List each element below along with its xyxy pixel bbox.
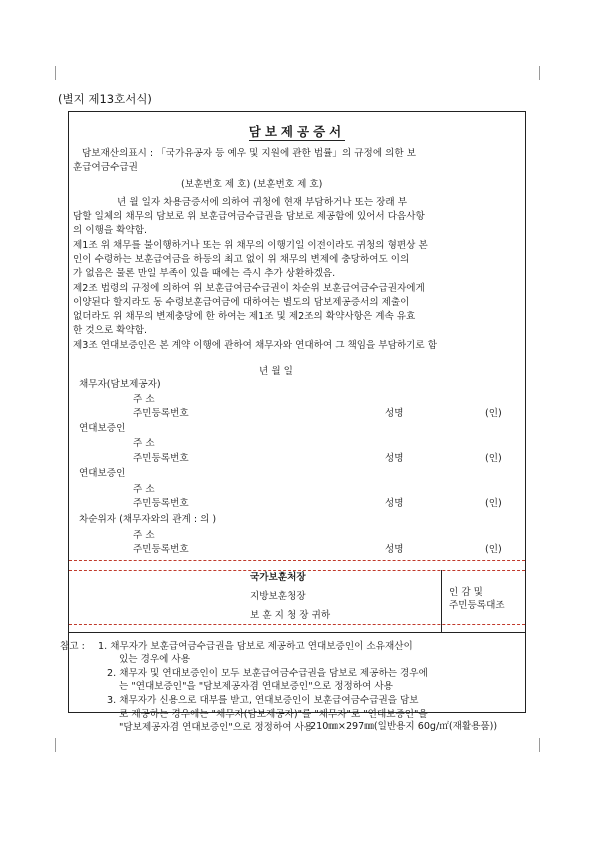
note-item: 로 제공하는 경우에는 "채무자(담보제공자)"를 "채무자"로 "연대보증인"을 [119, 709, 428, 720]
note-item: "담보제공자겸 연대보증인"으로 정정하여 사용 [119, 722, 314, 733]
name-label: 성명 [385, 498, 404, 509]
article-2-line: 제2조 법령의 규정에 의하여 위 보훈급여금수급권이 차순위 보훈급여금수급권자에게 [73, 283, 425, 294]
body-line: 의 이행을 확약함. [73, 225, 148, 236]
note-item: 있는 경우에 사용 [119, 654, 190, 665]
party-heading-guarantor-2: 연대보증인 [79, 468, 126, 479]
recipient-minister: 국가보훈처장 [250, 572, 306, 583]
id-number-label: 주민등록번호 [133, 544, 189, 555]
collateral-description-line2: 훈급여금수급권 [73, 162, 138, 173]
article-1-line: 제1조 위 채무를 불이행하거나 또는 위 채무의 이행기일 이전이라도 귀청의 형편상 본 [73, 240, 428, 251]
notes-divider [69, 632, 525, 633]
id-number-label: 주민등록번호 [133, 453, 189, 464]
seal-mark: (인) [485, 498, 502, 509]
body-line: 년 월 일자 차용금증서에 의하여 귀청에 현재 부담하거나 또는 장래 부 [117, 197, 407, 208]
date-line: 년 월 일 [259, 366, 293, 377]
collateral-description-line1: 담보재산의표시 : 「국가유공자 등 예우 및 지원에 관한 법률」의 규정에 의한 보 [82, 148, 416, 159]
name-label: 성명 [385, 408, 404, 419]
crop-mark-bottom-right [539, 738, 540, 752]
address-label: 주 소 [133, 530, 155, 541]
name-label: 성명 [385, 453, 404, 464]
crop-mark-bottom-left [55, 738, 56, 752]
note-item: 는 "연대보증인"을 "담보제공자겸 연대보증인"으로 정정하여 사용 [119, 681, 393, 692]
crop-mark-top-right [539, 66, 540, 80]
recipient-regional-office: 지방보훈청장 [250, 591, 306, 602]
article-1-line: 가 없음은 물론 만일 부족이 있을 때에는 즉시 추가 상환하겠음. [73, 268, 336, 279]
address-label: 주 소 [133, 484, 155, 495]
article-2-line: 한 것으로 확약함. [73, 325, 148, 336]
dashed-divider [69, 624, 525, 625]
article-1-line: 인이 수령하는 보훈급여금을 하등의 최고 없이 위 채무의 변제에 충당하여도 이의 [73, 254, 410, 265]
seal-verification-line1: 인 감 및 [449, 587, 483, 598]
party-heading-next-in-line: 차순위자 (채무자와의 관계 : 의 ) [79, 514, 217, 525]
form-number: (별지 제13호서식) [58, 92, 152, 106]
note-item: 2. 채무자 및 연대보증인이 모두 보훈급여금수급권을 담보로 제공하는 경우에 [107, 668, 428, 679]
seal-verification-line2: 주민등록대조 [449, 600, 505, 611]
recipient-branch-office: 보 훈 지 청 장 귀하 [250, 610, 331, 621]
seal-mark: (인) [485, 408, 502, 419]
id-number-label: 주민등록번호 [133, 498, 189, 509]
id-number-label: 주민등록번호 [133, 408, 189, 419]
address-label: 주 소 [133, 438, 155, 449]
article-2-line: 없더라도 위 채무의 변제충당에 한 하여는 제1조 및 제2조의 확약사항은 계속 유효 [73, 311, 416, 322]
notes-label: 참고 : [60, 641, 85, 652]
name-label: 성명 [385, 544, 404, 555]
seal-box-border [441, 570, 442, 632]
seal-mark: (인) [485, 544, 502, 555]
note-item: 1. 채무자가 보훈급여금수급권을 담보로 제공하고 연대보증인이 소유재산이 [98, 641, 413, 652]
dashed-divider [69, 560, 525, 561]
veteran-number-line: (보훈번호 제 호) (보훈번호 제 호) [181, 179, 323, 190]
note-item: 3. 채무자가 신용으로 대부를 받고, 연대보증인이 보훈급여금수급권을 담보 [107, 695, 419, 706]
party-heading-debtor: 채무자(담보제공자) [79, 379, 161, 390]
paper-size-note: 210㎜×297㎜(일반용지 60g/㎡(재활용품)) [310, 721, 498, 732]
document-title: 담보제공증서 [248, 124, 346, 139]
crop-mark-top-left [55, 66, 56, 80]
address-label: 주 소 [133, 394, 155, 405]
body-line: 담할 일체의 채무의 담보로 위 보훈급여금수급권을 담보로 제공함에 있어서 다음사항 [73, 211, 425, 222]
party-heading-guarantor-1: 연대보증인 [79, 423, 126, 434]
seal-mark: (인) [485, 453, 502, 464]
article-3-line: 제3조 연대보증인은 본 계약 이행에 관하여 채무자와 연대하여 그 책임을 부담하기로 함 [73, 340, 438, 351]
article-2-line: 이양된다 할지라도 동 수령보훈급여금에 대하여는 별도의 담보제공증서의 제출이 [73, 297, 410, 308]
